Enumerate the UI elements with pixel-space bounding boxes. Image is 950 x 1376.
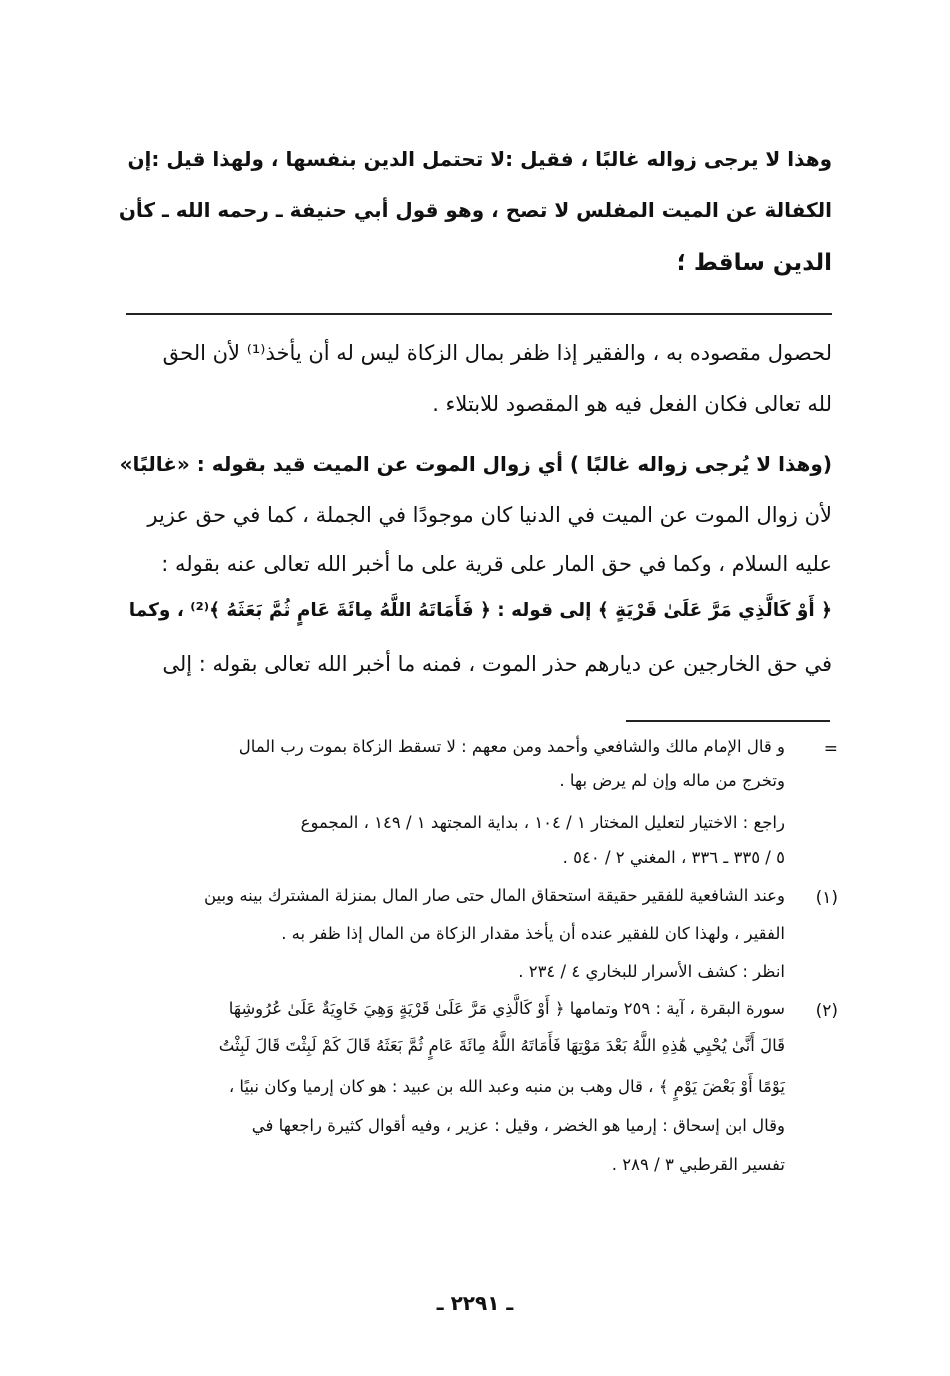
footnote-2-line-4: وقال ابن إسحاق : إرميا هو الخضر ، وقيل : عزير ، وفيه أقوال كثيرة راجعها في xyxy=(251,1116,785,1135)
main-text-line-1: وهذا لا يرجى زواله غالبًا ، فقيل :لا تحتمل الدين بنفسها ، ولهذا قيل :إن xyxy=(127,147,832,171)
footnote-cont-line-1: و قال الإمام مالك والشافعي وأحمد ومن معهم : لا تسقط الزكاة بموت رب المال xyxy=(238,737,785,756)
commentary-line-7: في حق الخارجين عن ديارهم حذر الموت ، فمنه ما أخبر الله تعالى بقوله : إلى xyxy=(162,652,832,676)
commentary-line-6: ﴿ أَوْ كَالَّذِي مَرَّ عَلَىٰ قَرْيَةٍ ﴾ إلى قوله : ﴿ فَأَمَاتَهُ اللَّهُ مِائَةَ عَامٍ ثُمَّ بَعَثَهُ ﴾⁽²⁾ ، وكما xyxy=(128,600,832,621)
footnote-cont-line-4: ٥ / ٣٣٥ ـ ٣٣٦ ، المغني ٢ / ٥٤٠ . xyxy=(562,848,785,867)
footnote-1-line-1: وعند الشافعية للفقير حقيقة استحقاق المال حتى صار المال بمنزلة المشترك بينه وبين xyxy=(203,886,785,905)
commentary-line-1: لحصول مقصوده به ، والفقير إذا ظفر بمال الزكاة ليس له أن يأخذ⁽¹⁾ لأن الحق xyxy=(162,341,832,365)
footnote-1-line-3: انظر : كشف الأسرار للبخاري ٤ / ٢٣٤ . xyxy=(518,962,785,981)
main-separator-rule xyxy=(126,313,832,315)
footnote-2-line-5: تفسير القرطبي ٣ / ٢٨٩ . xyxy=(611,1155,785,1174)
footnote-2-line-3: يَوْمًا أَوْ بَعْضَ يَوْمٍ ﴾ ، قال وهب بن منبه وعبد الله بن عبيد : هو كان إرميا وكان نبيًا ، xyxy=(228,1077,785,1096)
main-text-line-2: الكفالة عن الميت المفلس لا تصح ، وهو قول أبي حنيفة ـ رحمه الله ـ كأن xyxy=(118,198,832,222)
commentary-line-2: لله تعالى فكان الفعل فيه هو المقصود للابتلاء . xyxy=(432,392,832,416)
footnote-2-line-2: قَالَ أَنَّىٰ يُحْيِي هَٰذِهِ اللَّهُ بَعْدَ مَوْتِهَا فَأَمَاتَهُ اللَّهُ مِائَةَ عَامٍ ثُمَّ بَعَثَهُ قَالَ كَمْ لَبِثْتَ قَالَ لَبِثْتُ xyxy=(218,1036,785,1055)
page-number: ـ ٢٢٩١ ـ xyxy=(436,1291,514,1315)
footnote-cont-line-3: راجع : الاختيار لتعليل المختار ١ / ١٠٤ ، بداية المجتهد ١ / ١٤٩ ، المجموع xyxy=(300,813,785,832)
commentary-line-5: عليه السلام ، وكما في حق المار على قرية على ما أخبر الله تعالى عنه بقوله : xyxy=(161,552,832,576)
commentary-line-3: (وهذا لا يُرجى زواله غالبًا ) أي زوال الموت عن الميت قيد بقوله : «غالبًا» xyxy=(119,452,832,476)
footnote-1-line-2: الفقير ، ولهذا كان للفقير عنده أن يأخذ مقدار الزكاة من المال إذا ظفر به . xyxy=(281,924,785,943)
main-text-line-3: الدين ساقط ؛ xyxy=(676,250,832,276)
footnote-2-line-1: سورة البقرة ، آية : ٢٥٩ وتمامها ﴿ أَوْ كَالَّذِي مَرَّ عَلَىٰ قَرْيَةٍ وَهِيَ خَاوِيَةٌ عَلَىٰ عُرُوشِهَا xyxy=(228,999,785,1018)
commentary-line-4: لأن زوال الموت عن الميت في الدنيا كان موجودًا في الجملة ، كما في حق عزير xyxy=(147,503,832,527)
footnote-separator-rule xyxy=(626,720,830,722)
footnote-cont-line-2: وتخرج من ماله وإن لم يرض بها . xyxy=(559,771,785,790)
footnote-2-marker: (٢) xyxy=(815,1001,838,1021)
footnote-1-marker: (١) xyxy=(815,888,838,908)
footnote-continuation-marker: = xyxy=(823,739,838,759)
